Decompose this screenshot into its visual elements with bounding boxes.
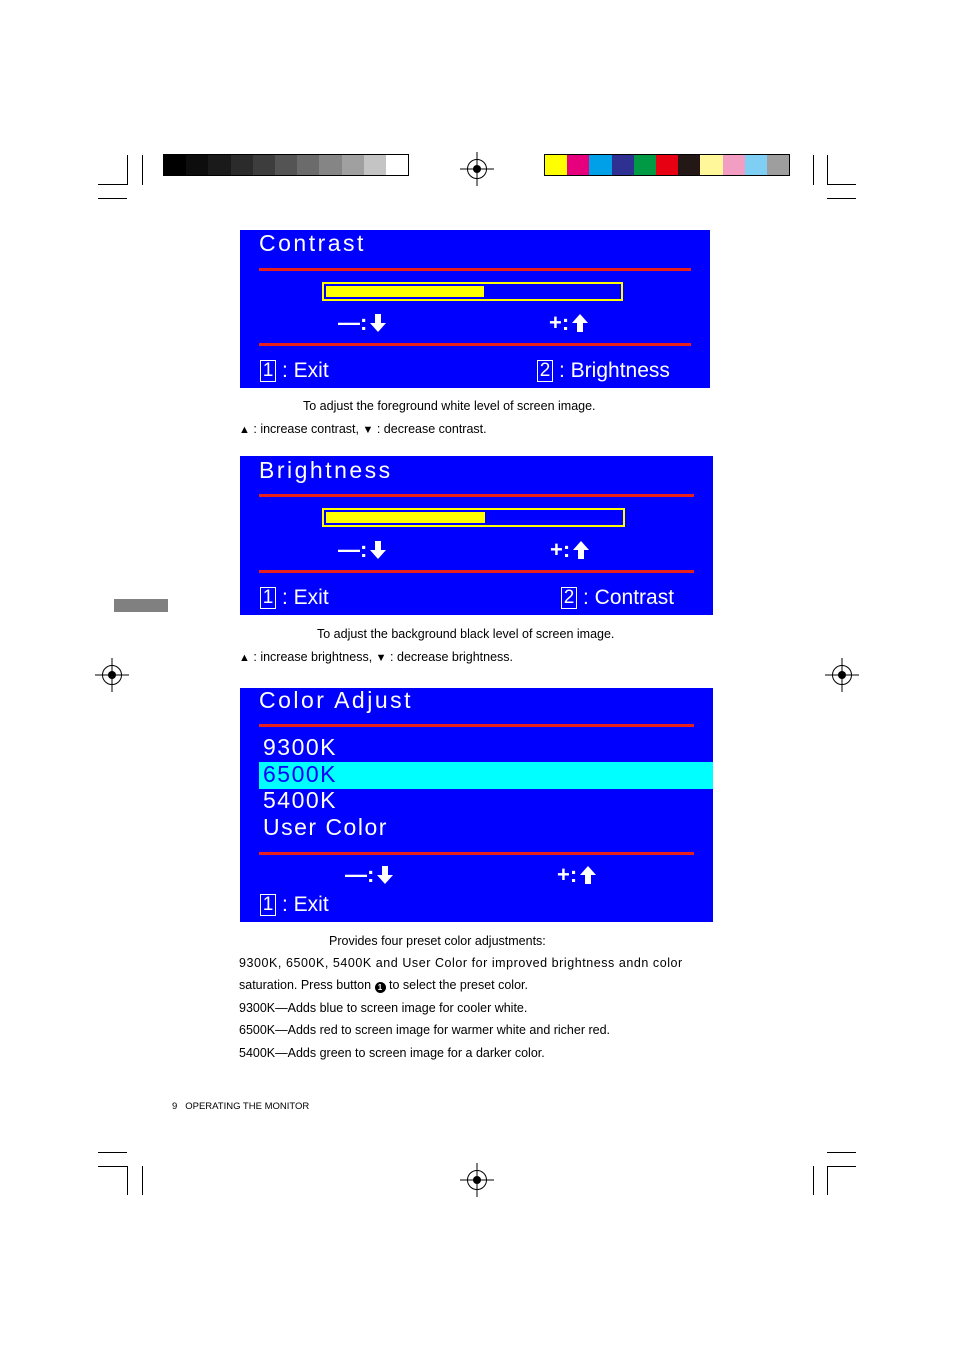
- key-1-icon: 1: [260, 894, 276, 916]
- color-swatch: [656, 155, 678, 175]
- color-swatch: [700, 155, 722, 175]
- triangle-up-icon: ▲: [239, 652, 250, 664]
- registration-mark-left: [102, 665, 122, 685]
- triangle-down-icon: ▼: [362, 424, 374, 436]
- section-name: OPERATING THE MONITOR: [185, 1101, 310, 1112]
- osd-title: Brightness: [259, 457, 393, 483]
- note-6500k: 6500K—Adds red to screen image for warmer white and richer red.: [239, 1023, 611, 1037]
- divider: [259, 343, 691, 346]
- color-paragraph-line1: 9300K, 6500K, 5400K and User Color for improved brightness andn color: [239, 956, 683, 970]
- gray-swatch: [231, 155, 253, 175]
- color-swatch: [545, 155, 567, 175]
- contrast-description: To adjust the foreground white level of screen image.: [303, 399, 596, 413]
- exit-hint[interactable]: 1 : Exit: [260, 586, 329, 610]
- arrow-down-icon: [377, 866, 393, 884]
- color-swatch: [767, 155, 789, 175]
- gray-swatch: [342, 155, 364, 175]
- arrow-up-icon: [573, 541, 589, 559]
- arrow-up-icon: [572, 314, 588, 332]
- contrast-osd-panel: [240, 230, 710, 388]
- arrow-down-icon: [370, 314, 386, 332]
- arrow-down-icon: [370, 541, 386, 559]
- color-swatch: [745, 155, 767, 175]
- color-option-selected[interactable]: 6500K: [263, 761, 338, 787]
- grayscale-color-bar: [163, 154, 409, 176]
- divider: [259, 268, 691, 271]
- gray-swatch: [253, 155, 275, 175]
- divider: [259, 494, 694, 497]
- triangle-up-icon: ▲: [239, 424, 250, 436]
- color-swatch: [589, 155, 611, 175]
- contrast-level-fill: [326, 286, 484, 297]
- contrast-hint: ▲ : increase contrast, ▼ : decrease contrast.: [239, 422, 487, 436]
- contrast-level-bar[interactable]: [322, 282, 623, 301]
- gray-swatch: [208, 155, 230, 175]
- color-swatch: [567, 155, 589, 175]
- key-2-icon: 2: [537, 360, 553, 382]
- registration-mark-top: [467, 159, 487, 179]
- brightness-level-bar[interactable]: [322, 508, 625, 527]
- increase-control: +:: [549, 310, 588, 336]
- divider: [259, 724, 694, 727]
- increase-control: +:: [557, 862, 596, 888]
- color-description: Provides four preset color adjustments:: [329, 934, 546, 948]
- brightness-description: To adjust the background black level of screen image.: [317, 627, 615, 641]
- note-9300k: 9300K—Adds blue to screen image for cooler white.: [239, 1001, 528, 1015]
- button-1-icon: 1: [375, 982, 386, 993]
- color-swatch: [634, 155, 656, 175]
- key-1-icon: 1: [260, 587, 276, 609]
- contrast-hint[interactable]: 2 : Contrast: [561, 586, 674, 610]
- gray-swatch: [164, 155, 186, 175]
- brightness-level-fill: [326, 512, 485, 523]
- osd-title: Color Adjust: [259, 687, 414, 713]
- exit-hint[interactable]: 1 : Exit: [260, 893, 329, 917]
- decrease-control: —:: [338, 310, 386, 336]
- gray-swatch: [364, 155, 386, 175]
- gray-swatch: [186, 155, 208, 175]
- arrow-up-icon: [580, 866, 596, 884]
- registration-mark-bottom: [467, 1170, 487, 1190]
- color-swatch: [723, 155, 745, 175]
- section-tab-marker: [114, 599, 168, 612]
- decrease-control: —:: [338, 537, 386, 563]
- registration-mark-right: [832, 665, 852, 685]
- color-option[interactable]: 5400K: [263, 787, 338, 813]
- key-1-icon: 1: [260, 360, 276, 382]
- color-paragraph-line2: saturation. Press button 1 to select the preset color.: [239, 978, 528, 992]
- gray-swatch: [386, 155, 408, 175]
- gray-swatch: [275, 155, 297, 175]
- page-footer: [172, 1101, 309, 1112]
- triangle-down-icon: ▼: [375, 652, 387, 664]
- brightness-hint[interactable]: 2 : Brightness: [537, 359, 670, 383]
- color-option[interactable]: 9300K: [263, 734, 338, 760]
- exit-hint[interactable]: 1 : Exit: [260, 359, 329, 383]
- color-option[interactable]: User Color: [263, 814, 388, 840]
- color-swatch: [678, 155, 700, 175]
- page-number: 9: [172, 1101, 178, 1112]
- increase-control: +:: [550, 537, 589, 563]
- brightness-hint: ▲ : increase brightness, ▼ : decrease brightness.: [239, 650, 514, 664]
- gray-swatch: [319, 155, 341, 175]
- divider: [259, 570, 694, 573]
- color-adjust-osd-panel: [240, 688, 713, 922]
- gray-swatch: [297, 155, 319, 175]
- divider: [259, 852, 694, 855]
- osd-title: Contrast: [259, 230, 366, 256]
- brightness-osd-panel: [240, 456, 713, 615]
- color-swatch: [612, 155, 634, 175]
- key-2-icon: 2: [561, 587, 577, 609]
- decrease-control: —:: [345, 862, 393, 888]
- process-color-bar: [544, 154, 790, 176]
- note-5400k: 5400K—Adds green to screen image for a darker color.: [239, 1046, 545, 1060]
